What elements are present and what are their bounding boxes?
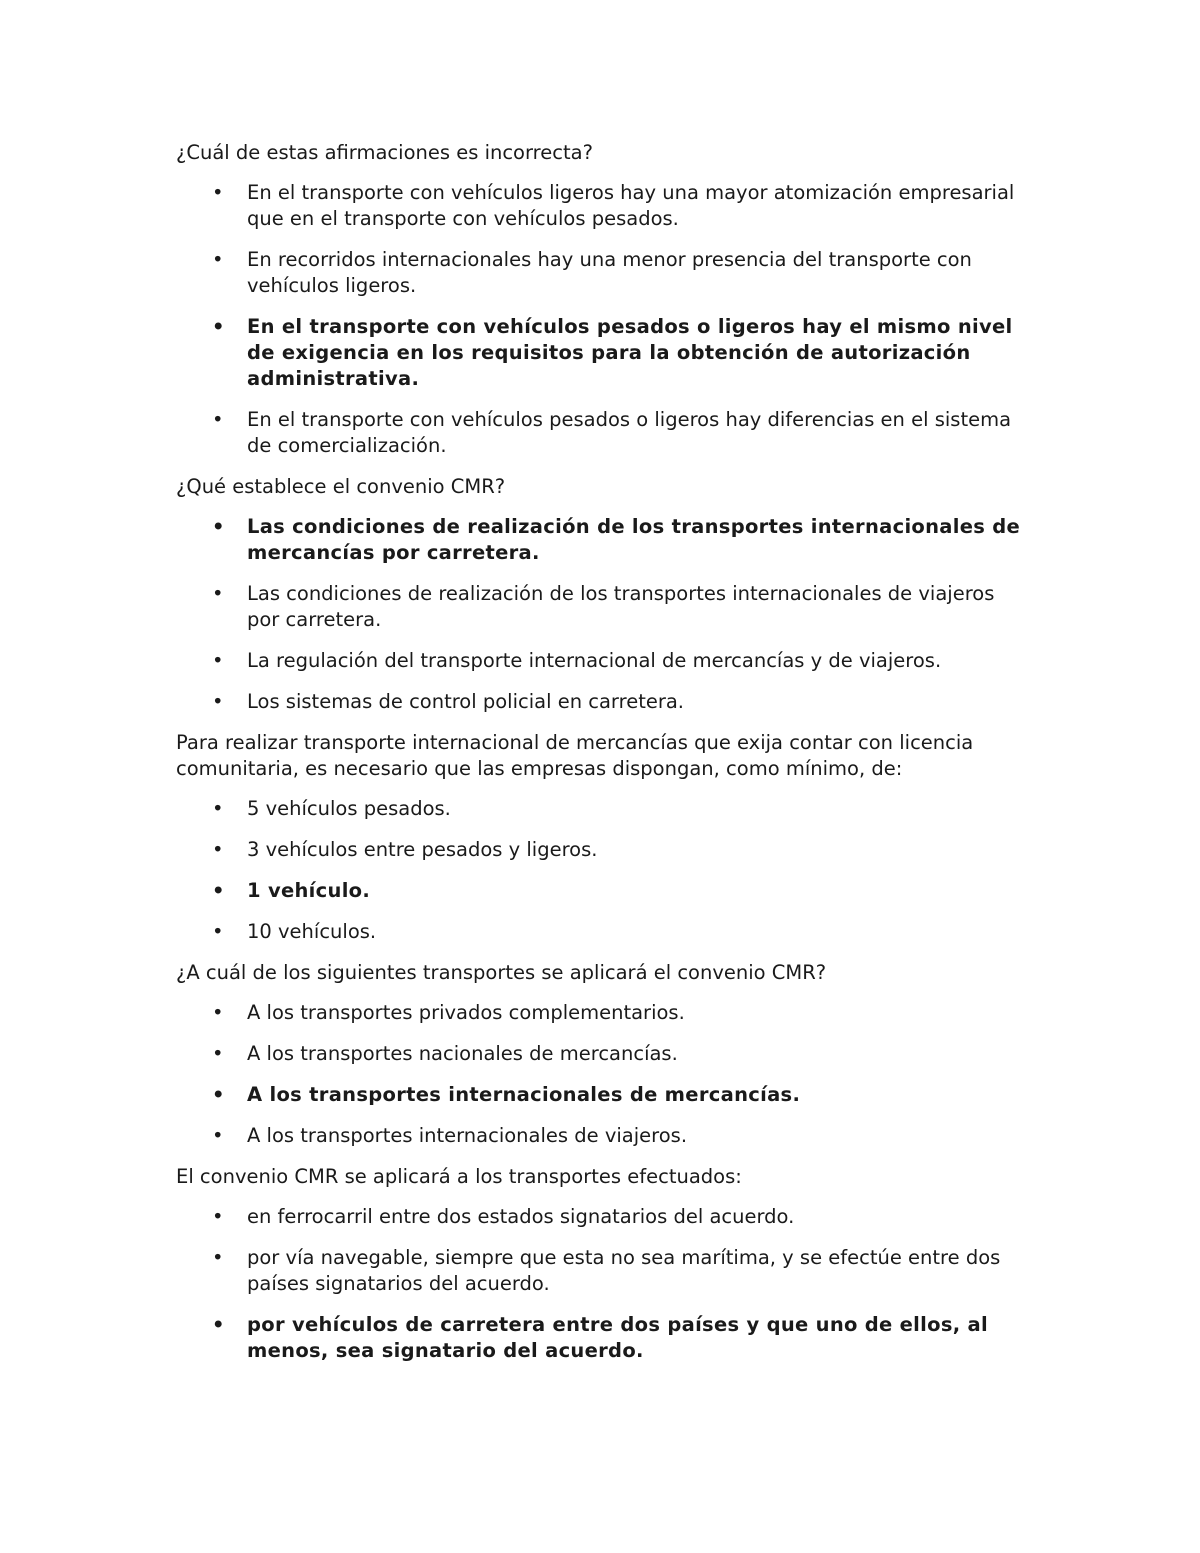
answer-text: En el transporte con vehículos pesados o ligeros hay diferencias en el sistema de comercialización. [247,408,1012,457]
answer-option-correct [176,314,1026,392]
answer-text: A los transportes internacionales de viajeros. [247,1124,688,1147]
answer-text: 3 vehículos entre pesados y ligeros. [247,838,598,861]
answer-option-correct [176,1312,1026,1364]
bullet-icon: • [212,920,224,943]
answer-list [176,1204,1026,1364]
answer-list [176,514,1026,715]
answer-option [176,689,1026,715]
answer-text: En recorridos internacionales hay una menor presencia del transporte con vehículos ligeros. [247,248,972,297]
answer-option [176,180,1026,232]
bullet-icon: • [212,1124,224,1147]
answer-text: La regulación del transporte internacional de mercancías y de viajeros. [247,649,942,672]
answer-text: por vehículos de carretera entre dos países y que uno de ellos, al menos, sea signatario del acuerdo. [247,1313,988,1362]
answer-text: A los transportes privados complementarios. [247,1001,685,1024]
bullet-icon: • [212,408,224,431]
document-page [176,140,1026,1379]
answer-option-correct [176,878,1026,904]
answer-option-correct [176,1082,1026,1108]
bullet-icon: • [212,1042,224,1065]
bullet-icon: • [212,181,224,204]
answer-option [176,837,1026,863]
answer-text: 5 vehículos pesados. [247,797,451,820]
question-text: ¿Cuál de estas afirmaciones es incorrecta? [176,141,593,164]
answer-text: 10 vehículos. [247,920,377,943]
bullet-icon: • [212,248,224,271]
answer-text: A los transportes nacionales de mercancías. [247,1042,678,1065]
answer-option [176,1245,1026,1297]
answer-option [176,407,1026,459]
answer-text: Las condiciones de realización de los transportes internacionales de mercancías por carretera. [247,515,1021,564]
answer-text: En el transporte con vehículos pesados o ligeros hay el mismo nivel de exigencia en los requisitos para la obtención de autorización administrativa. [247,315,1013,390]
answer-list [176,180,1026,459]
answer-text: Los sistemas de control policial en carretera. [247,690,684,713]
bullet-icon: • [212,1313,225,1336]
question-text: El convenio CMR se aplicará a los transportes efectuados: [176,1165,742,1188]
answer-option [176,1123,1026,1149]
answer-text: en ferrocarril entre dos estados signatarios del acuerdo. [247,1205,795,1228]
answer-text: A los transportes internacionales de mercancías. [247,1083,801,1106]
bullet-icon: • [212,1246,224,1269]
answer-option [176,1000,1026,1026]
question-text: ¿Qué establece el convenio CMR? [176,475,506,498]
answer-text: 1 vehículo. [247,879,371,902]
bullet-icon: • [212,1001,224,1024]
bullet-icon: • [212,838,224,861]
answer-option [176,1204,1026,1230]
answer-option-correct [176,514,1026,566]
answer-text: En el transporte con vehículos ligeros hay una mayor atomización empresarial que en el transporte con vehículos pesados. [247,181,1015,230]
bullet-icon: • [212,1205,224,1228]
bullet-icon: • [212,797,224,820]
bullet-icon: • [212,315,225,338]
answer-option [176,581,1026,633]
answer-text: Las condiciones de realización de los transportes internacionales de viajeros por carretera. [247,582,995,631]
bullet-icon: • [212,649,224,672]
bullet-icon: • [212,1083,225,1106]
bullet-icon: • [212,582,224,605]
answer-list [176,1000,1026,1149]
answer-option [176,1041,1026,1067]
question-text: Para realizar transporte internacional de mercancías que exija contar con licencia comunitaria, es necesario que las empresas dispongan, como mínimo, de: [176,731,974,780]
bullet-icon: • [212,879,225,902]
answer-option [176,919,1026,945]
answer-option [176,648,1026,674]
answer-list [176,796,1026,945]
bullet-icon: • [212,690,224,713]
answer-option [176,247,1026,299]
answer-text: por vía navegable, siempre que esta no sea marítima, y se efectúe entre dos países signatarios del acuerdo. [247,1246,1001,1295]
question-text: ¿A cuál de los siguientes transportes se aplicará el convenio CMR? [176,961,827,984]
bullet-icon: • [212,515,225,538]
answer-option [176,796,1026,822]
